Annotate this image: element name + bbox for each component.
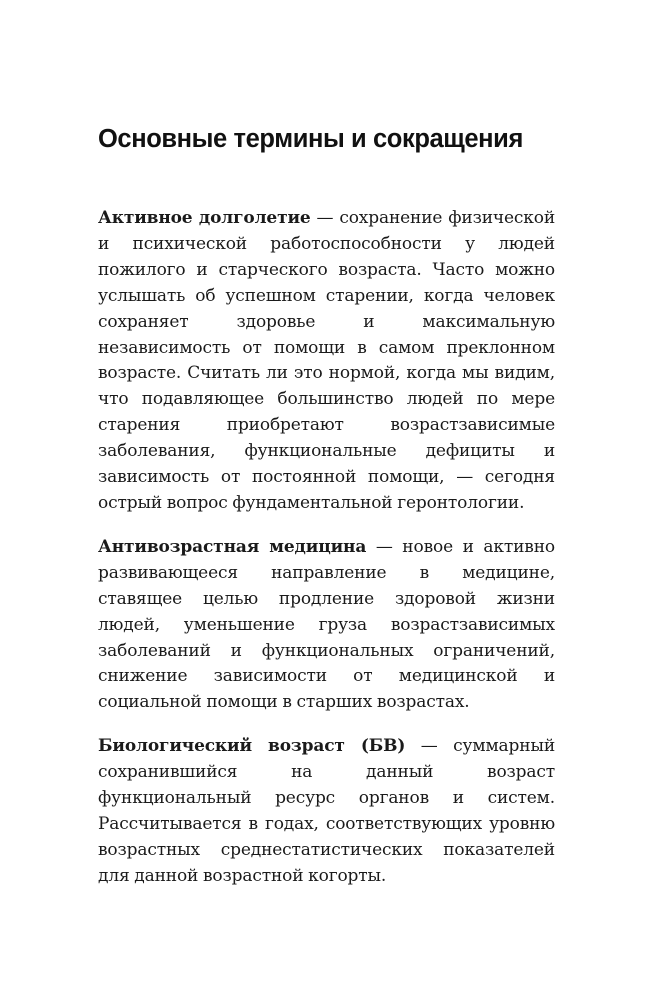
glossary-entry-anti-aging-medicine xyxy=(98,535,555,716)
glossary-body xyxy=(98,206,555,890)
glossary-entry-biological-age xyxy=(98,734,555,889)
glossary-entry-active-longevity xyxy=(98,206,555,517)
glossary-definition: — сохранение физической и психической работоспособности у людей пожилого и старческого возраста. Часто можно услышать об успешном старении, когда человек сохраняет здоровье и максимальную независимость от помощи в самом преклонном возрасте. Считать ли это нормой, когда мы видим, что подавляющее большинство людей по мере старения приобретают возрастзависимые заболевания, функциональные дефициты и зависимость от постоянной помощи, — сегодня острый вопрос фундаментальной геронтологии. xyxy=(98,208,555,513)
page-title: Основные термины и сокращения xyxy=(98,125,523,153)
glossary-term: Активное долголетие xyxy=(98,208,311,228)
glossary-definition: — новое и активно развивающееся направление в медицине, ставящее целью продление здоровой жизни людей, уменьшение груза возрастзависимых заболеваний и функциональных ограничений, снижение зависимости от медицинской и социальной помощи в старших возрастах. xyxy=(98,536,555,713)
glossary-definition: — суммарный сохранившийся на данный возраст функциональный ресурс органов и систем. Рассчитывается в годах, соответствующих уровню возрастных среднестатистических показателей для данной возрастной когорты. xyxy=(98,736,556,886)
glossary-term: Биологический возраст (БВ) xyxy=(98,736,406,757)
glossary-term: Антивозрастная медицина xyxy=(98,536,367,557)
